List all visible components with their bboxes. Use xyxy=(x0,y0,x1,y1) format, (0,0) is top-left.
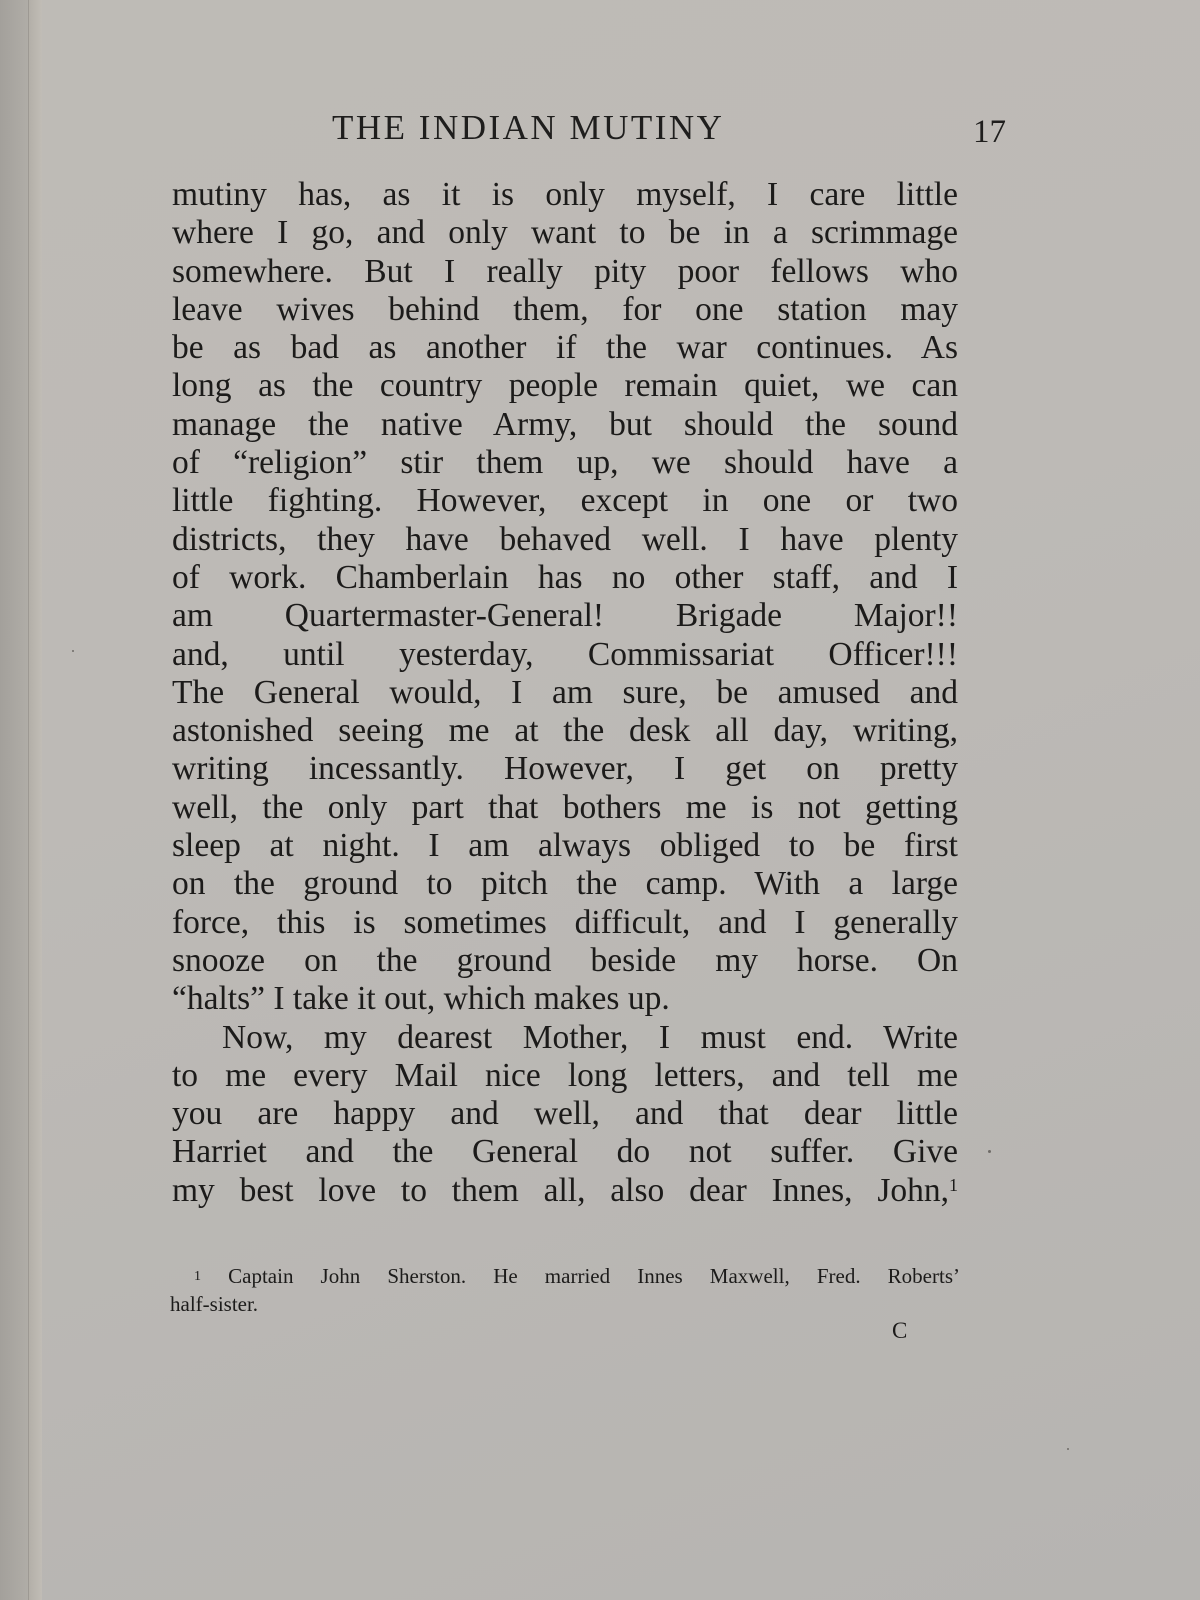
text-line-with-footnote xyxy=(172,1172,958,1210)
text-line: writing incessantly. However, I get on pretty xyxy=(172,750,958,788)
running-head xyxy=(332,100,1016,160)
footnote-reference: 1 xyxy=(949,1174,958,1195)
text-line: well, the only part that bothers me is not getting xyxy=(172,788,958,826)
page-number: 17 xyxy=(973,114,1006,150)
text-line: and, until yesterday, Commissariat Officer!!! xyxy=(172,635,958,673)
signature-mark: C xyxy=(892,1318,908,1343)
text-line: astonished seeing me at the desk all day, writing, xyxy=(172,712,958,750)
book-page xyxy=(42,0,1200,1600)
footnote-line: half-sister. xyxy=(170,1292,259,1316)
text-line: of “religion” stir them up, we should have a xyxy=(172,444,958,482)
text-line: am Quartermaster-General! Brigade Major!! xyxy=(172,597,958,635)
book-gutter-shadow xyxy=(0,0,28,1600)
text-line: little fighting. However, except in one or two xyxy=(172,482,958,520)
text-line: districts, they have behaved well. I have plenty xyxy=(172,520,958,558)
page-edge xyxy=(28,0,43,1600)
text-line: leave wives behind them, for one station may xyxy=(172,290,958,328)
paragraph-start-line: Now, my dearest Mother, I must end. Write xyxy=(222,1018,958,1056)
text-line: long as the country people remain quiet, we can xyxy=(172,367,958,405)
paper-speck xyxy=(988,1150,991,1153)
text-line: “halts” I take it out, which makes up. xyxy=(172,980,670,1018)
footnote xyxy=(170,1262,960,1318)
text-line: sleep at night. I am always obliged to be first xyxy=(172,827,958,865)
text-line: The General would, I am sure, be amused and xyxy=(172,673,958,711)
text-line: to me every Mail nice long letters, and tell me xyxy=(172,1056,958,1094)
text-line: where I go, and only want to be in a scrimmage xyxy=(172,214,958,252)
text-line: force, this is sometimes difficult, and I generally xyxy=(172,903,958,941)
text-line: you are happy and well, and that dear little xyxy=(172,1095,958,1133)
text-line: mutiny has, as it is only myself, I care little xyxy=(172,176,958,213)
text-line: of work. Chamberlain has no other staff, and I xyxy=(172,558,958,596)
paper-speck xyxy=(1067,1448,1069,1450)
footnote-line xyxy=(170,1262,960,1290)
running-head-title: THE INDIAN MUTINY xyxy=(332,108,725,147)
text-line: on the ground to pitch the camp. With a large xyxy=(172,865,958,903)
paper-speck xyxy=(72,650,74,652)
text-line: somewhere. But I really pity poor fellows who xyxy=(172,252,958,290)
footnote-marker: 1 xyxy=(194,1269,201,1284)
body-text xyxy=(172,176,958,1210)
text-line: Harriet and the General do not suffer. Give xyxy=(172,1133,958,1171)
text-line: be as bad as another if the war continues. As xyxy=(172,329,958,367)
footnote-text: Captain John Sherston. He married Innes Maxwell, Fred. Roberts’ xyxy=(228,1264,960,1288)
text-line: manage the native Army, but should the sound xyxy=(172,405,958,443)
text-line-content: my best love to them all, also dear Innes, John, xyxy=(172,1171,949,1209)
text-line: snooze on the ground beside my horse. On xyxy=(172,941,958,979)
